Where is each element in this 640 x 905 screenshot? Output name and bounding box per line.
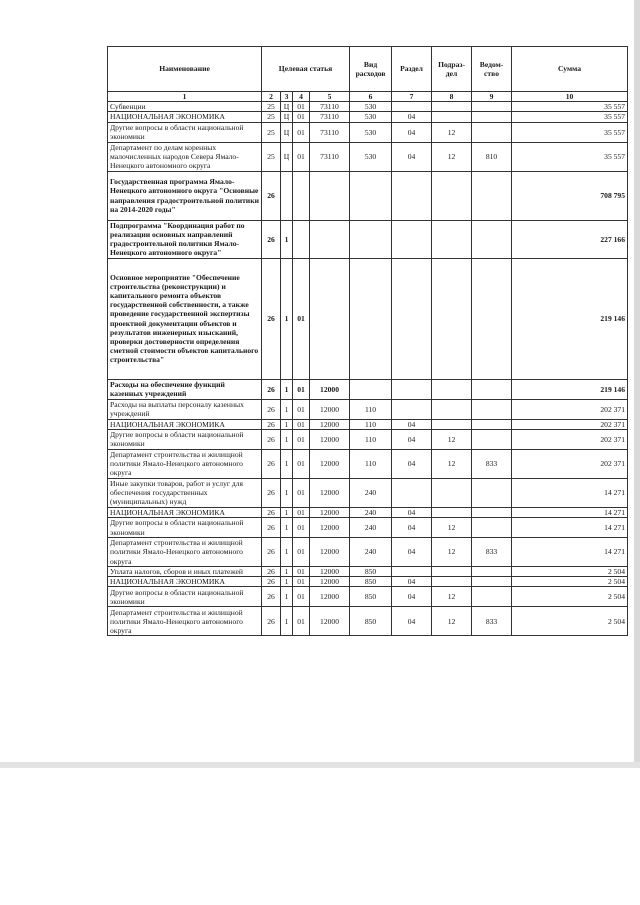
target-activity: 01	[293, 142, 310, 171]
target-program: 26	[262, 607, 281, 636]
department	[472, 577, 512, 587]
target-program: 26	[262, 518, 281, 538]
row-sum: 14 271	[512, 507, 628, 517]
target-activity: 01	[293, 567, 310, 577]
target-program: 25	[262, 102, 281, 112]
table-row	[108, 449, 628, 478]
subsection	[432, 567, 472, 577]
expense-type: 240	[350, 538, 392, 567]
target-code: 73110	[310, 142, 350, 171]
row-sum: 219 146	[512, 258, 628, 379]
target-program: 25	[262, 112, 281, 122]
expense-type: 530	[350, 102, 392, 112]
department	[472, 171, 512, 220]
header-target: Целевая статья	[262, 47, 350, 92]
expense-type: 850	[350, 567, 392, 577]
row-sum: 35 557	[512, 112, 628, 122]
department	[472, 220, 512, 258]
target-subprogram: 1	[281, 258, 293, 379]
target-subprogram: 1	[281, 607, 293, 636]
col-num: 1	[108, 92, 262, 102]
subsection	[432, 478, 472, 507]
row-sum: 2 504	[512, 577, 628, 587]
target-program: 26	[262, 258, 281, 379]
target-code: 12000	[310, 379, 350, 399]
target-activity: 01	[293, 518, 310, 538]
page-edge	[0, 762, 640, 768]
target-subprogram: 1	[281, 587, 293, 607]
row-name: НАЦИОНАЛЬНАЯ ЭКОНОМИКА	[108, 577, 262, 587]
department	[472, 122, 512, 142]
target-activity: 01	[293, 587, 310, 607]
expense-type: 110	[350, 449, 392, 478]
row-name: Иные закупки товаров, работ и услуг для обеспечения государственных (муниципальных) нужд	[108, 478, 262, 507]
target-program: 26	[262, 171, 281, 220]
section: 04	[392, 507, 432, 517]
target-code: 12000	[310, 449, 350, 478]
subsection	[432, 112, 472, 122]
row-sum: 202 371	[512, 429, 628, 449]
department	[472, 507, 512, 517]
row-name: Расходы на обеспечение функций казенных учреждений	[108, 379, 262, 399]
section	[392, 171, 432, 220]
expense-type: 530	[350, 112, 392, 122]
target-activity: 01	[293, 258, 310, 379]
section: 04	[392, 538, 432, 567]
target-activity: 01	[293, 507, 310, 517]
expense-type: 110	[350, 399, 392, 419]
target-code: 12000	[310, 478, 350, 507]
target-code: 12000	[310, 429, 350, 449]
target-program: 26	[262, 449, 281, 478]
col-num: 5	[310, 92, 350, 102]
row-name: Департамент строительства и жилищной политики Ямало-Ненецкого автономного округа	[108, 607, 262, 636]
department	[472, 379, 512, 399]
subsection: 12	[432, 538, 472, 567]
target-code	[310, 258, 350, 379]
target-activity: 01	[293, 607, 310, 636]
target-subprogram: 1	[281, 379, 293, 399]
target-program: 26	[262, 220, 281, 258]
section	[392, 258, 432, 379]
target-subprogram: 1	[281, 518, 293, 538]
expense-type: 240	[350, 507, 392, 517]
target-activity: 01	[293, 429, 310, 449]
subsection: 12	[432, 607, 472, 636]
target-program: 26	[262, 419, 281, 429]
target-activity	[293, 220, 310, 258]
target-subprogram: 1	[281, 220, 293, 258]
target-program: 26	[262, 567, 281, 577]
table-row	[108, 518, 628, 538]
expense-type: 850	[350, 577, 392, 587]
section: 04	[392, 419, 432, 429]
target-activity	[293, 171, 310, 220]
section: 04	[392, 587, 432, 607]
target-code: 12000	[310, 538, 350, 567]
target-activity: 01	[293, 112, 310, 122]
header-department: Ведом-ство	[472, 47, 512, 92]
department	[472, 567, 512, 577]
target-activity: 01	[293, 399, 310, 419]
section	[392, 379, 432, 399]
target-subprogram: Ц	[281, 122, 293, 142]
table-row	[108, 587, 628, 607]
subsection	[432, 419, 472, 429]
target-activity: 01	[293, 449, 310, 478]
department	[472, 399, 512, 419]
target-program: 26	[262, 478, 281, 507]
row-sum: 202 371	[512, 399, 628, 419]
target-activity: 01	[293, 102, 310, 112]
row-sum: 14 271	[512, 518, 628, 538]
table-row	[108, 142, 628, 171]
header-expense-type: Вид расходов	[350, 47, 392, 92]
expense-type: 110	[350, 429, 392, 449]
target-code: 73110	[310, 112, 350, 122]
target-subprogram: 1	[281, 538, 293, 567]
row-sum: 35 557	[512, 102, 628, 112]
department	[472, 478, 512, 507]
row-name: Другие вопросы в области национальной экономики	[108, 429, 262, 449]
expense-type	[350, 171, 392, 220]
target-activity: 01	[293, 122, 310, 142]
department: 833	[472, 538, 512, 567]
col-num: 10	[512, 92, 628, 102]
row-name: Департамент по делам коренных малочисленных народов Севера Ямало-Ненецкого автономного округа	[108, 142, 262, 171]
section: 04	[392, 518, 432, 538]
expense-type: 530	[350, 122, 392, 142]
section: 04	[392, 122, 432, 142]
table-row	[108, 258, 628, 379]
department	[472, 587, 512, 607]
expense-type: 850	[350, 607, 392, 636]
row-name: Уплата налогов, сборов и иных платежей	[108, 567, 262, 577]
row-sum: 227 166	[512, 220, 628, 258]
row-sum: 14 271	[512, 538, 628, 567]
row-sum: 35 557	[512, 122, 628, 142]
subsection: 12	[432, 142, 472, 171]
target-subprogram: 1	[281, 399, 293, 419]
target-subprogram: 1	[281, 507, 293, 517]
target-code: 12000	[310, 419, 350, 429]
table-row	[108, 379, 628, 399]
subsection	[432, 220, 472, 258]
expense-type	[350, 379, 392, 399]
row-name: Департамент строительства и жилищной политики Ямало-Ненецкого автономного округа	[108, 538, 262, 567]
header-row	[108, 47, 628, 92]
department	[472, 112, 512, 122]
target-code: 12000	[310, 399, 350, 419]
row-sum: 2 504	[512, 587, 628, 607]
row-name: Другие вопросы в области национальной экономики	[108, 122, 262, 142]
target-subprogram: 1	[281, 429, 293, 449]
target-code: 73110	[310, 102, 350, 112]
target-code: 73110	[310, 122, 350, 142]
table-row	[108, 122, 628, 142]
section	[392, 102, 432, 112]
target-activity: 01	[293, 419, 310, 429]
section	[392, 567, 432, 577]
target-code	[310, 220, 350, 258]
expense-type	[350, 220, 392, 258]
header-name: Наименование	[108, 47, 262, 92]
target-code: 12000	[310, 518, 350, 538]
department	[472, 518, 512, 538]
row-name: Другие вопросы в области национальной экономики	[108, 518, 262, 538]
target-program: 26	[262, 538, 281, 567]
target-program: 26	[262, 577, 281, 587]
section	[392, 220, 432, 258]
row-sum: 14 271	[512, 478, 628, 507]
target-code: 12000	[310, 607, 350, 636]
table-row	[108, 607, 628, 636]
row-name: Основное мероприятие "Обеспечение строительства (реконструкции) и капитального ремонта объектов государственной собственности, а также проведение государственной экспертизы проектной документации объектов и результатов инженерных изысканий, проверки достоверности определения сметной стоимости объектов капитального строительства"	[108, 258, 262, 379]
table-row	[108, 577, 628, 587]
department: 833	[472, 607, 512, 636]
expense-type: 530	[350, 142, 392, 171]
target-program: 26	[262, 587, 281, 607]
department	[472, 258, 512, 379]
subsection	[432, 379, 472, 399]
section	[392, 399, 432, 419]
target-activity: 01	[293, 478, 310, 507]
budget-table	[107, 46, 628, 636]
target-program: 25	[262, 122, 281, 142]
subsection: 12	[432, 122, 472, 142]
section: 04	[392, 607, 432, 636]
row-sum: 219 146	[512, 379, 628, 399]
department	[472, 429, 512, 449]
target-program: 26	[262, 507, 281, 517]
target-subprogram: Ц	[281, 112, 293, 122]
target-subprogram: 1	[281, 478, 293, 507]
row-name: Подпрограмма "Координация работ по реализации основных направлений градостроительной политики Ямало-Ненецкого автономного округа"	[108, 220, 262, 258]
target-subprogram	[281, 171, 293, 220]
row-sum: 2 504	[512, 607, 628, 636]
section: 04	[392, 142, 432, 171]
column-number-row	[108, 92, 628, 102]
section: 04	[392, 112, 432, 122]
row-name: Государственная программа Ямало-Ненецкого автономного округа "Основные направления градостроительной политики на 2014-2020 годы"	[108, 171, 262, 220]
row-sum: 35 557	[512, 142, 628, 171]
row-name: НАЦИОНАЛЬНАЯ ЭКОНОМИКА	[108, 507, 262, 517]
target-subprogram: 1	[281, 449, 293, 478]
section	[392, 478, 432, 507]
col-num: 6	[350, 92, 392, 102]
table-row	[108, 112, 628, 122]
table-row	[108, 567, 628, 577]
row-name: НАЦИОНАЛЬНАЯ ЭКОНОМИКА	[108, 112, 262, 122]
target-activity: 01	[293, 577, 310, 587]
subsection	[432, 258, 472, 379]
col-num: 9	[472, 92, 512, 102]
target-program: 26	[262, 399, 281, 419]
section: 04	[392, 577, 432, 587]
table-row	[108, 538, 628, 567]
subsection	[432, 171, 472, 220]
target-subprogram: 1	[281, 577, 293, 587]
col-num: 2	[262, 92, 281, 102]
col-num: 8	[432, 92, 472, 102]
row-sum: 708 795	[512, 171, 628, 220]
expense-type: 240	[350, 518, 392, 538]
header-sum: Сумма	[512, 47, 628, 92]
target-subprogram: Ц	[281, 102, 293, 112]
table-row	[108, 220, 628, 258]
target-code: 12000	[310, 507, 350, 517]
table-row	[108, 102, 628, 112]
department: 833	[472, 449, 512, 478]
table-row	[108, 399, 628, 419]
subsection	[432, 507, 472, 517]
expense-type: 850	[350, 587, 392, 607]
table-row	[108, 429, 628, 449]
subsection	[432, 577, 472, 587]
row-sum: 202 371	[512, 449, 628, 478]
table-row	[108, 419, 628, 429]
target-subprogram: 1	[281, 419, 293, 429]
expense-type: 240	[350, 478, 392, 507]
row-sum: 2 504	[512, 567, 628, 577]
department	[472, 102, 512, 112]
target-program: 25	[262, 142, 281, 171]
target-subprogram: 1	[281, 567, 293, 577]
subsection: 12	[432, 429, 472, 449]
section: 04	[392, 429, 432, 449]
table-row	[108, 478, 628, 507]
target-activity: 01	[293, 538, 310, 567]
row-name: Субвенции	[108, 102, 262, 112]
target-program: 26	[262, 429, 281, 449]
target-program: 26	[262, 379, 281, 399]
subsection: 12	[432, 449, 472, 478]
row-sum: 202 371	[512, 419, 628, 429]
header-subsection: Подраз-дел	[432, 47, 472, 92]
target-code: 12000	[310, 587, 350, 607]
subsection: 12	[432, 518, 472, 538]
subsection	[432, 102, 472, 112]
target-code: 12000	[310, 577, 350, 587]
row-name: Другие вопросы в области национальной экономики	[108, 587, 262, 607]
target-code	[310, 171, 350, 220]
section: 04	[392, 449, 432, 478]
subsection	[432, 399, 472, 419]
table-row	[108, 171, 628, 220]
department: 810	[472, 142, 512, 171]
col-num: 7	[392, 92, 432, 102]
target-activity: 01	[293, 379, 310, 399]
row-name: Департамент строительства и жилищной политики Ямало-Ненецкого автономного округа	[108, 449, 262, 478]
col-num: 4	[293, 92, 310, 102]
target-subprogram: Ц	[281, 142, 293, 171]
expense-type	[350, 258, 392, 379]
expense-type: 110	[350, 419, 392, 429]
header-section: Раздел	[392, 47, 432, 92]
row-name: НАЦИОНАЛЬНАЯ ЭКОНОМИКА	[108, 419, 262, 429]
department	[472, 419, 512, 429]
table-row	[108, 507, 628, 517]
subsection: 12	[432, 587, 472, 607]
row-name: Расходы на выплаты персоналу казенных учреждений	[108, 399, 262, 419]
col-num: 3	[281, 92, 293, 102]
target-code: 12000	[310, 567, 350, 577]
